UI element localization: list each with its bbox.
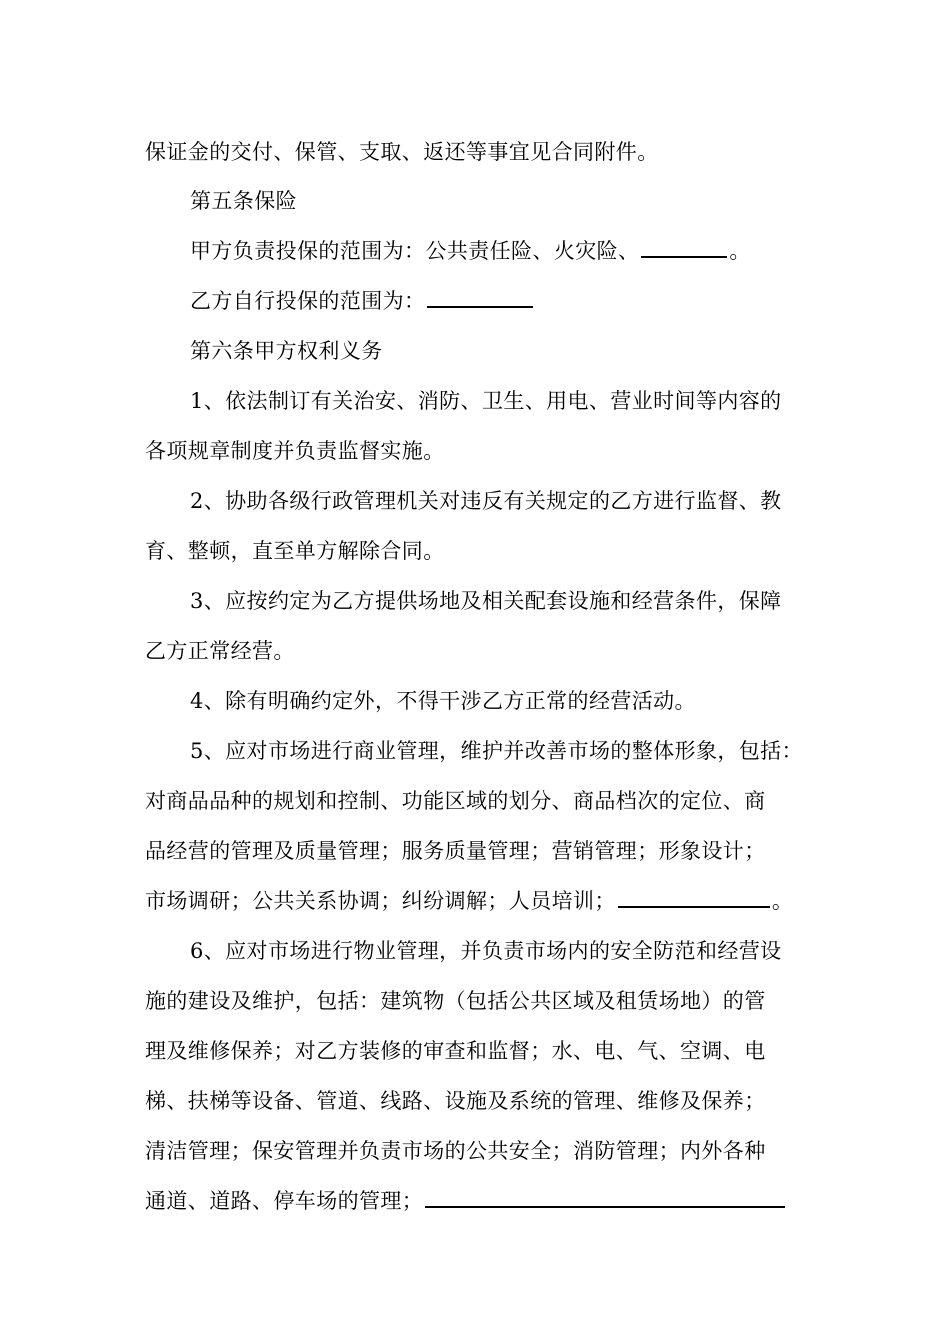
paragraph-line [145,1186,787,1216]
paragraph-line [190,286,535,316]
paragraph-line [190,386,782,416]
paragraph-line [190,936,782,966]
paragraph-line [145,886,793,916]
paragraph-line [190,736,803,766]
line-text: 3、应按约定为乙方提供场地及相关配套设施和经营条件，保障 [190,589,782,613]
line-text: 清洁管理；保安管理并负责市场的公共安全；消防管理；内外各种 [145,1139,766,1163]
fill-in-blank [618,888,770,908]
line-text: 1、依法制订有关治安、消防、卫生、用电、营业时间等内容的 [190,389,782,413]
line-text: 乙方自行投保的范围为： [190,289,426,313]
paragraph-line [145,536,445,566]
line-text: 品经营的管理及质量管理；服务质量管理；营销管理；形象设计； [145,839,766,863]
paragraph-line [145,1136,766,1166]
line-text: 梯、扶梯等设备、管道、线路、设施及系统的管理、维修及保养； [145,1089,766,1113]
paragraph-line [145,786,766,816]
line-text: 6、应对市场进行物业管理，并负责市场内的安全防范和经营设 [190,939,782,963]
line-text: 4、除有明确约定外，不得干涉乙方正常的经营活动。 [190,689,696,713]
line-text: 2、协助各级行政管理机关对违反有关规定的乙方进行监督、教 [190,489,782,513]
paragraph-line [145,1086,766,1116]
paragraph-line [190,686,696,716]
line-text: 乙方正常经营。 [145,639,295,663]
paragraph-line [190,586,782,616]
fill-in-blank [425,1188,785,1208]
line-text: 第五条保险 [190,189,297,213]
section-heading [190,186,297,216]
line-text: 各项规章制度并负责监督实施。 [145,439,445,463]
fill-in-blank [641,238,727,258]
line-suffix: 。 [771,889,794,913]
line-text: 保证金的交付、保管、支取、返还等事宜见合同附件。 [145,140,659,164]
paragraph-line [190,236,751,266]
line-text: 对商品品种的规划和控制、功能区域的划分、商品档次的定位、商 [145,789,766,813]
paragraph-line [145,436,445,466]
line-text: 通道、道路、停车场的管理； [145,1189,424,1213]
line-text: 第六条甲方权利义务 [190,339,383,363]
paragraph-line [145,636,295,666]
line-text: 理及维修保养；对乙方装修的审查和监督；水、电、气、空调、电 [145,1039,766,1063]
line-text: 5、应对市场进行商业管理，维护并改善市场的整体形象，包括： [190,739,803,763]
paragraph-line [145,836,766,866]
line-text: 甲方负责投保的范围为：公共责任险、火灾险、 [190,239,640,263]
paragraph-line [145,986,766,1016]
paragraph-line [190,486,782,516]
line-suffix: 。 [729,239,751,263]
fill-in-blank [427,288,533,308]
paragraph-line [145,1036,766,1066]
section-heading [190,336,383,366]
line-text: 施的建设及维护，包括：建筑物（包括公共区域及租赁场地）的管 [145,989,766,1013]
line-text: 育、整顿，直至单方解除合同。 [145,539,445,563]
paragraph-line [145,137,659,167]
line-text: 市场调研；公共关系协调；纠纷调解；人员培训； [145,889,616,913]
